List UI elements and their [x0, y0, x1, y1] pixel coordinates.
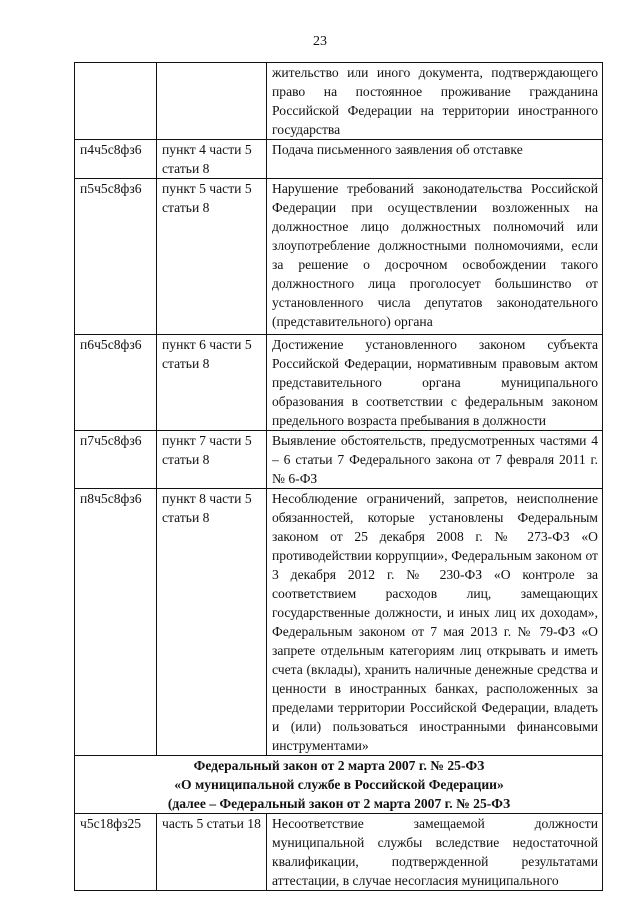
section-title-line-3: (далее – Федеральный закон от 2 марта 2007 г. № 25-ФЗ [167, 796, 511, 811]
description-cell: Выявление обстоятельств, предусмотренных частями 4 – 6 статьи 7 Федерального закона от 7 февраля 2011 г. № 6-ФЗ [267, 431, 603, 489]
code-cell: п6ч5с8фз6 [75, 335, 157, 431]
reference-cell: пункт 6 части 5 статьи 8 [157, 335, 267, 431]
code-cell: п8ч5с8фз6 [75, 489, 157, 756]
code-cell [75, 63, 157, 140]
section-header-row [75, 756, 603, 814]
table-row [75, 63, 603, 140]
reference-cell: пункт 8 части 5 статьи 8 [157, 489, 267, 756]
table-row [75, 431, 603, 489]
legal-grounds-table [74, 62, 603, 891]
section-title-line-1: Федеральный закон от 2 марта 2007 г. № 25-ФЗ [193, 758, 485, 773]
code-cell: п5ч5с8фз6 [75, 179, 157, 335]
description-cell: Несоблюдение ограничений, запретов, неисполнение обязанностей, которые установлены Федеральным законом от 25 декабря 2008 г. № 273-ФЗ «О противодействии коррупции», Федеральным законом от 3 декабря 2012 г. № 230-ФЗ «О контроле за соответствием расходов лиц, замещающих государственные должности, и иных лиц их доходам», Федеральным законом от 7 мая 2013 г. № 79-ФЗ «О запрете отдельным категориям лиц открывать и иметь счета (вклады), хранить наличные денежные средства и ценности в иностранных банках, расположенных за пределами территории Российской Федерации, владеть и (или) пользоваться иностранными финансовыми инструментами» [267, 489, 603, 756]
code-cell: ч5с18фз25 [75, 814, 157, 891]
section-header [75, 756, 603, 814]
table-row [75, 179, 603, 335]
code-cell: п4ч5с8фз6 [75, 140, 157, 179]
page-number: 23 [313, 34, 327, 49]
table-row [75, 335, 603, 431]
reference-cell [157, 63, 267, 140]
description-cell: Подача письменного заявления об отставке [267, 140, 603, 179]
description-cell: жительство или иного документа, подтверждающего право на постоянное проживание гражданина Российской Федерации на территории иностранного государства [267, 63, 603, 140]
description-cell: Нарушение требований законодательства Российской Федерации при осуществлении возложенных на должностное лицо должностных полномочий или злоупотребление должностными полномочиями, если за решение о досрочном освобождении такого должностного лица проголосует большинство от установленного числа депутатов законодательного (представительного) органа [267, 179, 603, 335]
table-row [75, 814, 603, 891]
section-title-line-2: «О муниципальной службе в Российской Федерации» [174, 777, 504, 792]
table-row [75, 140, 603, 179]
reference-cell: пункт 5 части 5 статьи 8 [157, 179, 267, 335]
description-cell: Несоответствие замещаемой должности муниципальной службы вследствие недостаточной квалификации, подтвержденной результатами аттестации, в случае несогласия муниципального [267, 814, 603, 891]
code-cell: п7ч5с8фз6 [75, 431, 157, 489]
reference-cell: пункт 4 части 5 статьи 8 [157, 140, 267, 179]
reference-cell: часть 5 статьи 18 [157, 814, 267, 891]
reference-cell: пункт 7 части 5 статьи 8 [157, 431, 267, 489]
table-row [75, 489, 603, 756]
description-cell: Достижение установленного законом субъекта Российской Федерации, нормативным правовым актом представительного органа муниципального образования в соответствии с федеральным законом предельного возраста пребывания в должности [267, 335, 603, 431]
